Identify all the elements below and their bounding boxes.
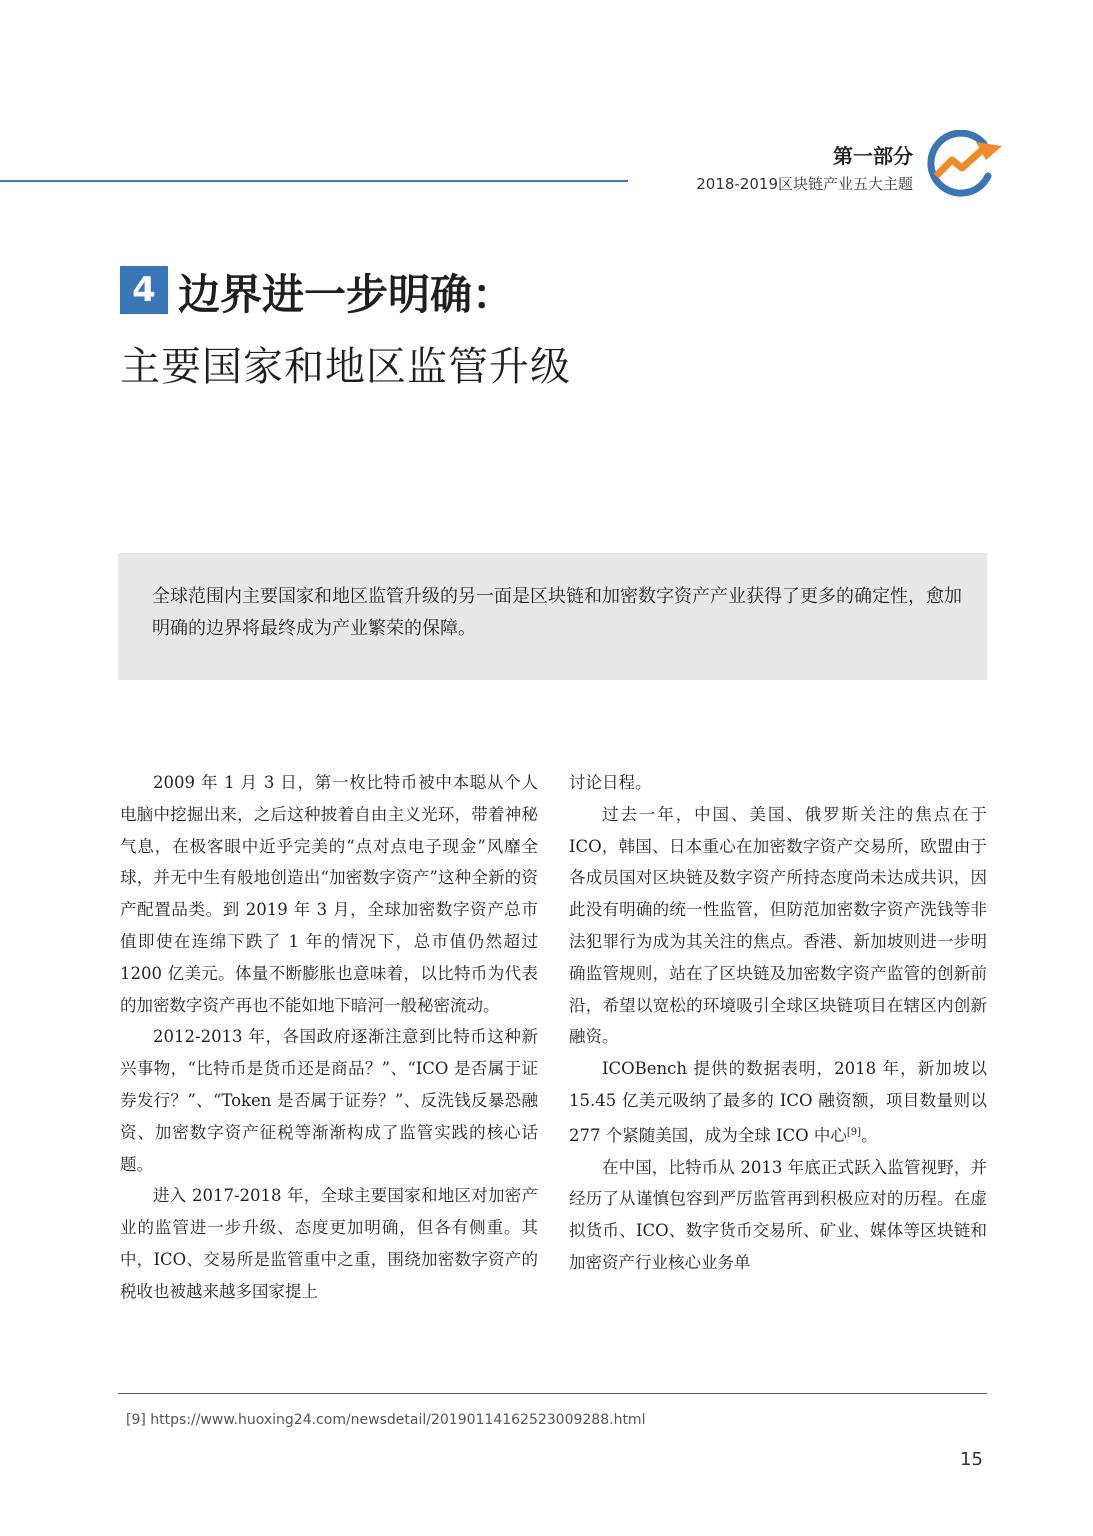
chapter-number-badge: 4 [120, 266, 168, 314]
body-paragraph: 过去一年，中国、美国、俄罗斯关注的焦点在于ICO，韩国、日本重心在加密数字资产交易所，欧盟由于各成员国对区块链及数字资产所持态度尚未达成共识，因此没有明确的统一性监管，但防范加密数字资产洗钱等非法犯罪行为成为其关注的焦点。香港、新加坡则进一步明确监管规则，站在了区块链及加密数字资产监管的创新前沿，希望以宽松的环境吸引全球区块链项目在辖区内创新融资。 [569, 804, 987, 1047]
header-rule [0, 180, 628, 182]
trend-logo-icon [922, 130, 1004, 202]
body-paragraph: 2012-2013 年，各国政府逐渐注意到比特币这种新兴事物，“比特币是货币还是商品？”、“ICO 是否属于证券发行？”、“Token 是否属于证券？”、反洗钱反暴恐融资、加密数字资产征税等渐渐构成了监管实践的核心话题。 [120, 1027, 538, 1174]
footnote: [9] https://www.huoxing24.com/newsdetail/20190114162523009288.html [126, 1412, 646, 1428]
part-title: 第一部分 [833, 144, 913, 168]
part-subtitle: 2018-2019区块链产业五大主题 [696, 175, 913, 193]
footnote-reference[interactable]: [9] [846, 1126, 862, 1138]
body-paragraph-continuation: 讨论日程。 [569, 773, 652, 792]
chapter-title: 边界进一步明确： [178, 270, 515, 319]
page-number: 15 [960, 1449, 983, 1470]
body-paragraph [569, 1053, 987, 1151]
footnote-rule [118, 1393, 987, 1394]
summary-box [118, 553, 987, 680]
body-paragraph: 进入 2017-2018 年，全球主要国家和地区对加密产业的监管进一步升级、态度更加明确，但各有侧重。其中，ICO、交易所是监管重中之重，围绕加密数字资产的税收也被越来越多国家提上 [120, 1186, 538, 1301]
right-column [569, 767, 987, 1279]
summary-text: 全球范围内主要国家和地区监管升级的另一面是区块链和加密数字资产产业获得了更多的确定性，愈加明确的边界将最终成为产业繁荣的保障。 [152, 586, 962, 639]
body-paragraph: 2009 年 1 月 3 日，第一枚比特币被中本聪从个人电脑中挖掘出来，之后这种披着自由主义光环，带着神秘气息，在极客眼中近乎完美的“点对点电子现金”风靡全球，并无中生有般地创造出“加密数字资产”这种全新的资产配置品类。到 2019 年 3 月，全球加密数字资产总市值即使在连绵下跌了 1 年的情况下，总市值仍然超过 1200 亿美元。体量不断膨胀也意味着，以比特币为代表的加密数字资产再也不能如地下暗河一般秘密流动。 [120, 773, 538, 1015]
paragraph-text: ICOBench 提供的数据表明，2018 年，新加坡以 15.45 亿美元吸纳了最多的 ICO 融资额，项目数量则以 277 个紧随美国，成为全球 ICO 中心 [569, 1059, 987, 1145]
paragraph-end: 。 [861, 1125, 878, 1145]
left-column [120, 767, 538, 1308]
chapter-subtitle: 主要国家和地区监管升级 [120, 344, 571, 390]
body-paragraph: 在中国，比特币从 2013 年底正式跃入监管视野，并经历了从谨慎包容到严厉监管再到积极应对的历程。在虚拟货币、ICO、数字货币交易所、矿业、媒体等区块链和加密资产行业核心业务单 [569, 1157, 987, 1272]
